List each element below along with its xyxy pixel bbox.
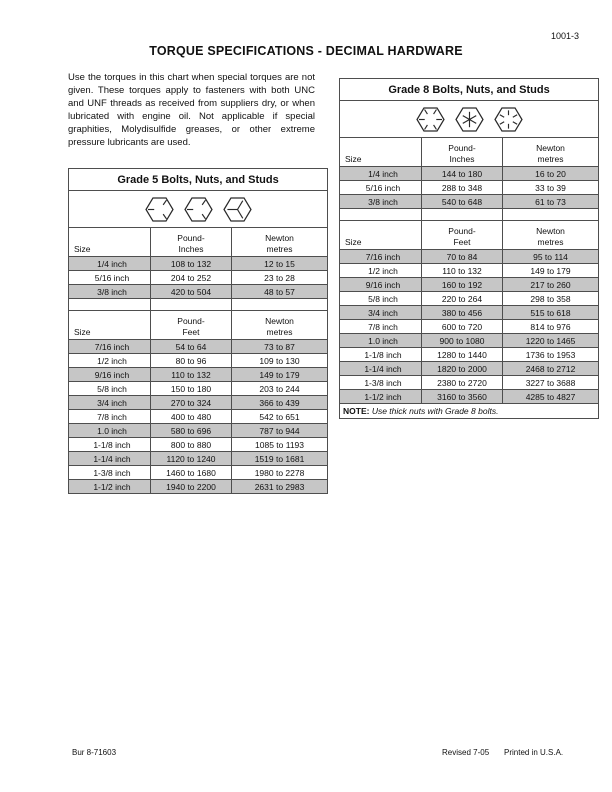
size-cell: 1-1/2 inch — [69, 480, 151, 494]
table-row — [69, 480, 328, 494]
value-cell: 1820 to 2000 — [422, 362, 503, 376]
column-header — [340, 138, 422, 167]
value-cell: 110 to 132 — [151, 368, 232, 382]
hex-3-radial-marks-icon — [145, 197, 174, 222]
table-row — [340, 390, 599, 404]
size-cell: 1/2 inch — [69, 354, 151, 368]
column-header — [503, 221, 599, 250]
table-title: Grade 5 Bolts, Nuts, and Studs — [69, 169, 328, 191]
column-header — [69, 311, 151, 340]
value-cell: 149 to 179 — [232, 368, 328, 382]
value-cell: 2631 to 2983 — [232, 480, 328, 494]
table-body — [340, 138, 599, 419]
value-cell: 2380 to 2720 — [422, 376, 503, 390]
grade5-table — [68, 168, 327, 494]
grade8-table — [339, 78, 598, 419]
column-header — [151, 228, 232, 257]
value-cell: 12 to 15 — [232, 257, 328, 271]
column-header-line1: Pound- — [448, 143, 476, 153]
table-row — [69, 452, 328, 466]
value-cell: 48 to 57 — [232, 285, 328, 299]
size-cell: 7/16 inch — [69, 340, 151, 354]
value-cell: 95 to 114 — [503, 250, 599, 264]
value-cell: 2468 to 2712 — [503, 362, 599, 376]
table-row — [340, 334, 599, 348]
table-row — [340, 167, 599, 181]
value-cell: 110 to 132 — [422, 264, 503, 278]
value-cell: 400 to 480 — [151, 410, 232, 424]
table-note-row — [340, 404, 599, 419]
size-cell: 1/4 inch — [340, 167, 422, 181]
size-cell: 1-1/4 inch — [69, 452, 151, 466]
value-cell: 900 to 1080 — [422, 334, 503, 348]
value-cell: 16 to 20 — [503, 167, 599, 181]
value-cell: 380 to 456 — [422, 306, 503, 320]
size-cell: 1.0 inch — [69, 424, 151, 438]
size-cell: 1/2 inch — [340, 264, 422, 278]
table-row — [340, 306, 599, 320]
value-cell: 1220 to 1465 — [503, 334, 599, 348]
value-cell: 150 to 180 — [151, 382, 232, 396]
table-row — [69, 285, 328, 299]
value-cell: 3227 to 3688 — [503, 376, 599, 390]
grade8-table-grid — [339, 78, 599, 419]
value-cell: 144 to 180 — [422, 167, 503, 181]
value-cell: 80 to 96 — [151, 354, 232, 368]
value-cell: 540 to 648 — [422, 195, 503, 209]
size-cell: 5/8 inch — [69, 382, 151, 396]
column-header — [422, 138, 503, 167]
table-row — [69, 396, 328, 410]
value-cell: 298 to 358 — [503, 292, 599, 306]
table-note — [340, 404, 599, 419]
column-header-line1: Pound- — [177, 316, 205, 326]
page-title: TORQUE SPECIFICATIONS - DECIMAL HARDWARE — [149, 44, 463, 58]
bolt-marking-icons — [340, 101, 599, 138]
column-header-line1: Pound- — [177, 233, 205, 243]
column-header — [232, 228, 328, 257]
value-cell: 366 to 439 — [232, 396, 328, 410]
column-header-line1: Pound- — [448, 226, 476, 236]
table-row — [69, 368, 328, 382]
spacer-cell — [340, 209, 422, 221]
column-header-line2: Feet — [182, 326, 200, 337]
spacer-cell — [503, 209, 599, 221]
value-cell: 23 to 28 — [232, 271, 328, 285]
table-row — [69, 382, 328, 396]
size-cell: 9/16 inch — [69, 368, 151, 382]
size-cell: 5/16 inch — [340, 181, 422, 195]
spacer-cell — [232, 299, 328, 311]
column-header-line2: metres — [266, 326, 293, 337]
hex-3-radial-marks-icon — [184, 197, 213, 222]
hex-asterisk-mark-icon — [455, 107, 484, 132]
table-row — [340, 264, 599, 278]
size-cell: 1-1/8 inch — [69, 438, 151, 452]
hex-6-radial-marks-icon — [416, 107, 445, 132]
column-header-line2: Inches — [178, 243, 204, 254]
value-cell: 160 to 192 — [422, 278, 503, 292]
bolt-marking-row — [69, 191, 328, 228]
table-row — [340, 250, 599, 264]
size-cell: 1-1/8 inch — [340, 348, 422, 362]
value-cell: 4285 to 4827 — [503, 390, 599, 404]
bolt-marking-icons — [69, 191, 328, 228]
column-header — [232, 311, 328, 340]
value-cell: 420 to 504 — [151, 285, 232, 299]
column-header-line2: Feet — [453, 236, 471, 247]
column-header — [340, 221, 422, 250]
value-cell: 580 to 696 — [151, 424, 232, 438]
table-title: Grade 8 Bolts, Nuts, and Studs — [340, 79, 599, 101]
column-header-line2: Inches — [449, 153, 475, 164]
table-row — [340, 195, 599, 209]
table-row — [69, 424, 328, 438]
column-header-line2: metres — [537, 153, 564, 164]
hex-6-dash-marks-icon — [494, 107, 523, 132]
table-row — [340, 278, 599, 292]
bolt-marking-row — [340, 101, 599, 138]
size-cell: 3/4 inch — [340, 306, 422, 320]
table-row — [69, 438, 328, 452]
table-row — [69, 271, 328, 285]
value-cell: 1280 to 1440 — [422, 348, 503, 362]
size-cell: 3/4 inch — [69, 396, 151, 410]
column-header-line2: Size — [74, 243, 91, 254]
spacer-cell — [69, 299, 151, 311]
column-header — [69, 228, 151, 257]
column-header-line2: Size — [74, 326, 91, 337]
size-cell: 7/8 inch — [340, 320, 422, 334]
value-cell: 515 to 618 — [503, 306, 599, 320]
value-cell: 814 to 976 — [503, 320, 599, 334]
size-cell: 1-1/4 inch — [340, 362, 422, 376]
column-header-line2: metres — [266, 243, 293, 254]
table-row — [69, 466, 328, 480]
page-number: 1001-3 — [550, 31, 579, 41]
spacer-cell — [422, 209, 503, 221]
value-cell: 1120 to 1240 — [151, 452, 232, 466]
value-cell: 54 to 64 — [151, 340, 232, 354]
table-row — [69, 340, 328, 354]
footer-revision: Revised 7-05 — [442, 748, 490, 757]
value-cell: 542 to 651 — [232, 410, 328, 424]
value-cell: 288 to 348 — [422, 181, 503, 195]
table-row — [340, 362, 599, 376]
value-cell: 1736 to 1953 — [503, 348, 599, 362]
value-cell: 109 to 130 — [232, 354, 328, 368]
size-cell: 3/8 inch — [69, 285, 151, 299]
table-row — [69, 257, 328, 271]
section-spacer-row — [69, 299, 328, 311]
value-cell: 1460 to 1680 — [151, 466, 232, 480]
size-cell: 1-3/8 inch — [69, 466, 151, 480]
grade5-table-grid — [68, 168, 328, 494]
value-cell: 61 to 73 — [503, 195, 599, 209]
column-header — [503, 138, 599, 167]
table-body — [69, 228, 328, 494]
value-cell: 1940 to 2200 — [151, 480, 232, 494]
table-row — [340, 292, 599, 306]
size-cell: 1-1/2 inch — [340, 390, 422, 404]
table-row — [340, 348, 599, 362]
value-cell: 270 to 324 — [151, 396, 232, 410]
footer-printed: Printed in U.S.A. — [504, 748, 564, 757]
footer-publication-number: Bur 8-71603 — [72, 748, 117, 757]
column-header-line2: metres — [537, 236, 564, 247]
hex-y-mark-icon — [223, 197, 252, 222]
column-header — [422, 221, 503, 250]
value-cell: 600 to 720 — [422, 320, 503, 334]
note-label: NOTE: — [343, 406, 370, 416]
value-cell: 204 to 252 — [151, 271, 232, 285]
size-cell: 7/16 inch — [340, 250, 422, 264]
table-row — [69, 354, 328, 368]
size-cell: 1-3/8 inch — [340, 376, 422, 390]
size-cell: 9/16 inch — [340, 278, 422, 292]
value-cell: 108 to 132 — [151, 257, 232, 271]
size-cell: 7/8 inch — [69, 410, 151, 424]
column-header-line1: Newton — [265, 316, 294, 326]
table-row — [340, 181, 599, 195]
size-cell: 5/16 inch — [69, 271, 151, 285]
column-header-row — [340, 138, 599, 167]
value-cell: 800 to 880 — [151, 438, 232, 452]
size-cell: 1.0 inch — [340, 334, 422, 348]
column-header — [151, 311, 232, 340]
value-cell: 787 to 944 — [232, 424, 328, 438]
table-title-row — [69, 169, 328, 191]
value-cell: 1519 to 1681 — [232, 452, 328, 466]
value-cell: 70 to 84 — [422, 250, 503, 264]
value-cell: 3160 to 3560 — [422, 390, 503, 404]
column-header-row — [69, 228, 328, 257]
value-cell: 220 to 264 — [422, 292, 503, 306]
column-header-line2: Size — [345, 236, 362, 247]
value-cell: 73 to 87 — [232, 340, 328, 354]
column-header-line1: Newton — [536, 143, 565, 153]
value-cell: 1085 to 1193 — [232, 438, 328, 452]
table-row — [340, 376, 599, 390]
table-title-row — [340, 79, 599, 101]
column-header-line2: Size — [345, 153, 362, 164]
size-cell: 5/8 inch — [340, 292, 422, 306]
column-header-line1: Newton — [536, 226, 565, 236]
value-cell: 1980 to 2278 — [232, 466, 328, 480]
column-header-row — [340, 221, 599, 250]
value-cell: 149 to 179 — [503, 264, 599, 278]
column-header-line1: Newton — [265, 233, 294, 243]
spacer-cell — [151, 299, 232, 311]
section-spacer-row — [340, 209, 599, 221]
table-row — [69, 410, 328, 424]
column-header-row — [69, 311, 328, 340]
size-cell: 3/8 inch — [340, 195, 422, 209]
intro-paragraph: Use the torques in this chart when special torques are not given. These torques apply to fasteners with both UNC and UNF threads as received from suppliers dry, or when lubricated with engine oil. Not applicable if special graphities, Molydisulfide greases, or other extreme pressure lubricants are used. — [68, 72, 315, 149]
size-cell: 1/4 inch — [69, 257, 151, 271]
value-cell: 217 to 260 — [503, 278, 599, 292]
value-cell: 203 to 244 — [232, 382, 328, 396]
value-cell: 33 to 39 — [503, 181, 599, 195]
note-text: Use thick nuts with Grade 8 bolts. — [369, 406, 499, 416]
table-row — [340, 320, 599, 334]
